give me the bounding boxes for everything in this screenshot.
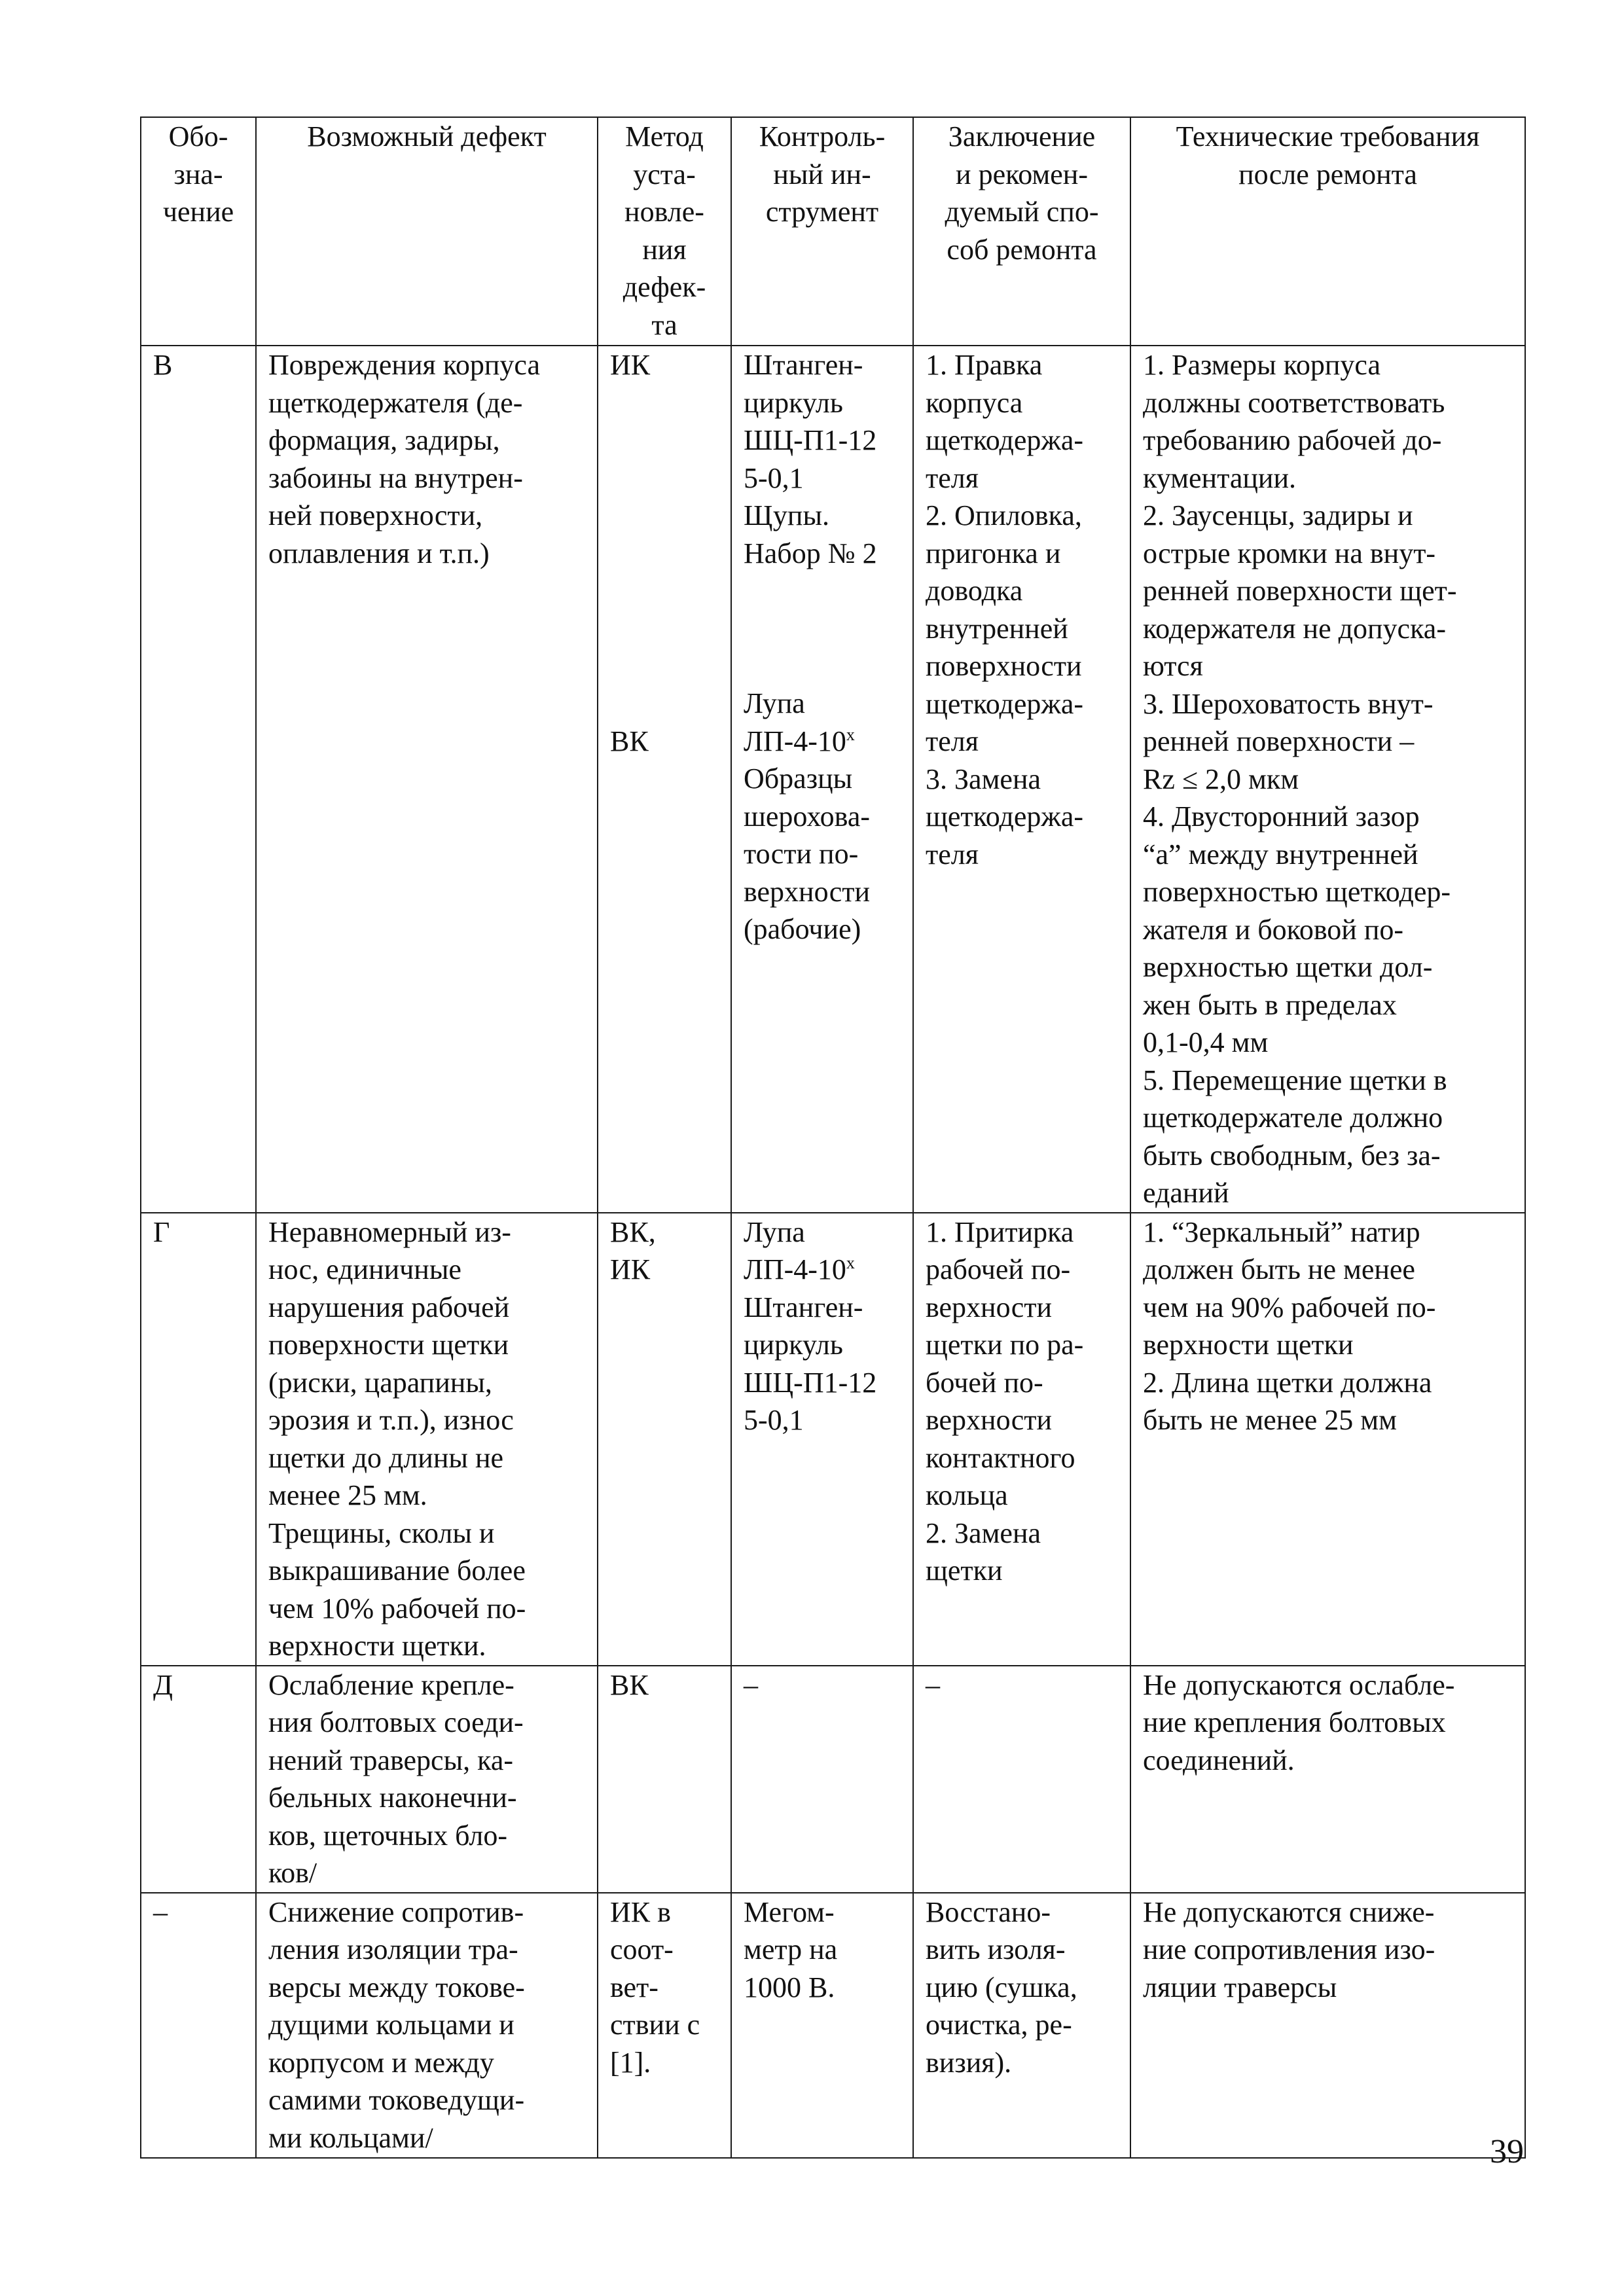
superscript: х (846, 1253, 855, 1272)
header-detection-method: Метод уста- новле- ния дефек- та (598, 117, 731, 346)
cell-method (598, 346, 731, 1213)
cell-tool (731, 1213, 913, 1666)
cell-method: ИК в соот- вет- ствии с [1]. (598, 1893, 731, 2158)
cell-tool: Мегом- метр на 1000 В. (731, 1893, 913, 2158)
cell-method: ВК, ИК (598, 1213, 731, 1666)
cell-requirements: Не допускаются ослабле- ние крепления болтовых соединений. (1130, 1666, 1525, 1893)
method-text: ИК (610, 349, 651, 381)
cell-repair: 1. Правка корпуса щеткодержа- теля 2. Опиловка, пригонка и доводка внутренней поверхности щеткодержа- теля 3. Замена щеткодержа- теля (913, 346, 1130, 1213)
method-text: ВК (610, 725, 649, 757)
table-row (141, 346, 1525, 1213)
cell-repair: – (913, 1666, 1130, 1893)
tool-text: Штанген- циркуль ШЦ-П1-12 5-0,1 Щупы. Набор № 2 (744, 349, 877, 569)
header-designation: Обо- зна- чение (141, 117, 256, 346)
cell-tool: – (731, 1666, 913, 1893)
cell-requirements: 1. “Зеркальный” натир должен быть не менее чем на 90% рабочей по- верхности щетки 2. Длина щетки должна быть не менее 25 мм (1130, 1213, 1525, 1666)
header-technical-requirements: Технические требования после ремонта (1130, 117, 1525, 346)
tool-name: Лупа ЛП-4-10 (744, 1215, 846, 1285)
table-row (141, 1213, 1525, 1666)
defects-table (140, 117, 1526, 2159)
header-repair-conclusion: Заключение и рекомен- дуемый спо- соб ремонта (913, 117, 1130, 346)
header-control-tool: Контроль- ный ин- струмент (731, 117, 913, 346)
spacer (610, 384, 724, 723)
cell-defect: Ослабление крепле- ния болтовых соеди- нений траверсы, ка- бельных наконечни- ков, щеточных бло- ков/ (256, 1666, 598, 1893)
tool-text: Образцы шерохова- тости по- верхности (рабочие) (744, 762, 871, 945)
cell-requirements: 1. Размеры корпуса должны соответствовать требованию рабочей до- кументации. 2. Заусенцы, задиры и острые кромки на внут- ренней поверхности щет- кодержателя не допуска- ются 3. Шероховатость внут- ренней поверхности – Rz ≤ 2,0 мкм 4. Двусторонний зазор “а” между внутренней поверхностью щеткодер- жателя и боковой по- верхностью щетки дол- жен быть в пределах 0,1-0,4 мм 5. Перемещение щетки в щеткодержателе должно быть свободным, без за- еданий (1130, 346, 1525, 1213)
cell-designation: Д (141, 1666, 256, 1893)
cell-tool (731, 346, 913, 1213)
tool-text (744, 1213, 906, 1289)
header-possible-defect: Возможный дефект (256, 117, 598, 346)
superscript: х (846, 725, 855, 744)
cell-designation: Г (141, 1213, 256, 1666)
page-number: 39 (1490, 2133, 1524, 2170)
cell-defect: Снижение сопротив- ления изоляции тра- версы между токове- дущими кольцами и корпусом и между самими токоведущи- ми кольцами/ (256, 1893, 598, 2158)
cell-designation: В (141, 346, 256, 1213)
cell-defect: Неравномерный из- нос, единичные нарушения рабочей поверхности щетки (риски, царапины, эрозия и т.п.), износ щетки до длины не менее 25 мм. Трещины, сколы и выкрашивание более чем 10% рабочей по- верхности щетки. (256, 1213, 598, 1666)
cell-designation: – (141, 1893, 256, 2158)
cell-requirements: Не допускаются сниже- ние сопротивления изо- ляции траверсы (1130, 1893, 1525, 2158)
tool-text (744, 685, 906, 760)
spacer (744, 572, 906, 685)
tool-name: Лупа ЛП-4-10 (744, 687, 846, 757)
cell-method: ВК (598, 1666, 731, 1893)
table-row (141, 1666, 1525, 1893)
cell-repair: Восстано- вить изоля- цию (сушка, очистка, ре- визия). (913, 1893, 1130, 2158)
table-row (141, 1893, 1525, 2158)
cell-repair: 1. Притирка рабочей по- верхности щетки по ра- бочей по- верхности контактного кольца 2. Замена щетки (913, 1213, 1130, 1666)
table-header-row (141, 117, 1525, 346)
cell-defect: Повреждения корпуса щеткодержателя (де- формация, задиры, забоины на внутрен- ней поверхности, оплавления и т.п.) (256, 346, 598, 1213)
tool-text: Штанген- циркуль ШЦ-П1-12 5-0,1 (744, 1291, 877, 1436)
